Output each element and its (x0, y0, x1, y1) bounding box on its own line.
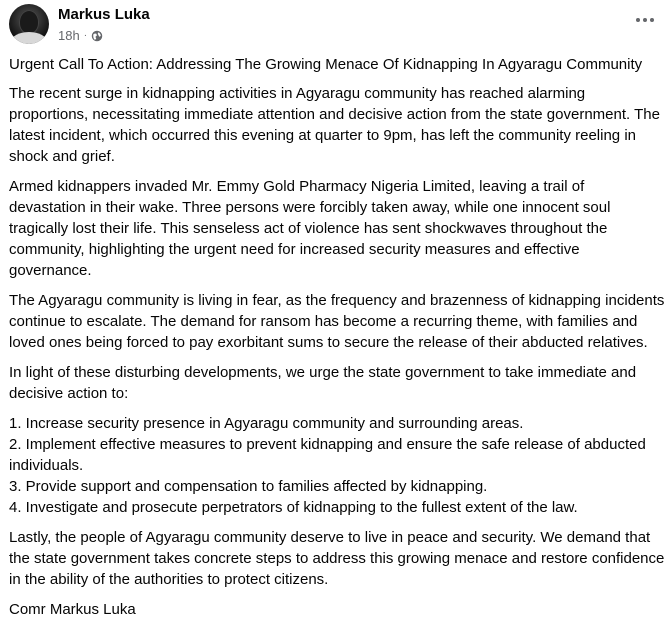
avatar-face (19, 10, 39, 34)
post-meta (58, 5, 150, 44)
post-content (9, 54, 665, 629)
author-name[interactable]: Markus Luka (58, 5, 150, 23)
more-options-button[interactable] (633, 12, 657, 28)
paragraph-3: The Agyaragu community is living in fear, as the frequency and brazenness of kidnapping incidents continue to escalate. The demand for ransom has become a recurring theme, with families and loved ones being forced to pay exorbitant sums to secure the release of their abducted relatives. (9, 292, 665, 351)
globe-icon[interactable] (91, 29, 103, 41)
action-list (9, 413, 665, 518)
more-horizontal-icon (636, 18, 640, 22)
post-time[interactable]: 18h (58, 27, 80, 43)
list-item: 1. Increase security presence in Agyaragu community and surrounding areas. (9, 415, 524, 432)
paragraph-4: In light of these disturbing developments, we urge the state government to take immediate and decisive action to: (9, 364, 637, 402)
avatar[interactable] (9, 4, 49, 44)
post-header (9, 4, 150, 44)
paragraph-2: Armed kidnappers invaded Mr. Emmy Gold Pharmacy Nigeria Limited, leaving a trail of devastation in their wake. Three persons were forcibly taken away, while one innocent soul tragically lost their life. This senseless act of violence has sent shockwaves throughout the community, highlighting the urgent need for increased security measures and effective governance. (9, 178, 611, 279)
separator-dot: · (83, 29, 88, 41)
paragraph-1: The recent surge in kidnapping activities in Agyaragu community has reached alarming proportions, necessitating immediate attention and decisive action from the state government. The latest incident, which occurred this evening at quarter to 9pm, has left the community reeling in shock and grief. (9, 85, 660, 165)
post-title: Urgent Call To Action: Addressing The Growing Menace Of Kidnapping In Agyaragu Community (9, 56, 643, 73)
more-dot (650, 18, 654, 22)
list-item: 3. Provide support and compensation to families affected by kidnapping. (9, 478, 488, 495)
list-item: 2. Implement effective measures to prevent kidnapping and ensure the safe release of abducted individuals. (9, 436, 646, 474)
avatar-shoulders (11, 32, 47, 44)
more-dot (643, 18, 647, 22)
list-item: 4. Investigate and prosecute perpetrators of kidnapping to the fullest extent of the law. (9, 499, 578, 516)
time-row (58, 27, 150, 44)
signature: Comr Markus Luka (9, 601, 136, 618)
closing-paragraph: Lastly, the people of Agyaragu community deserve to live in peace and security. We demand that the state government takes concrete steps to address this growing menace and restore confidence in the ability of the authorities to protect citizens. (9, 529, 665, 588)
